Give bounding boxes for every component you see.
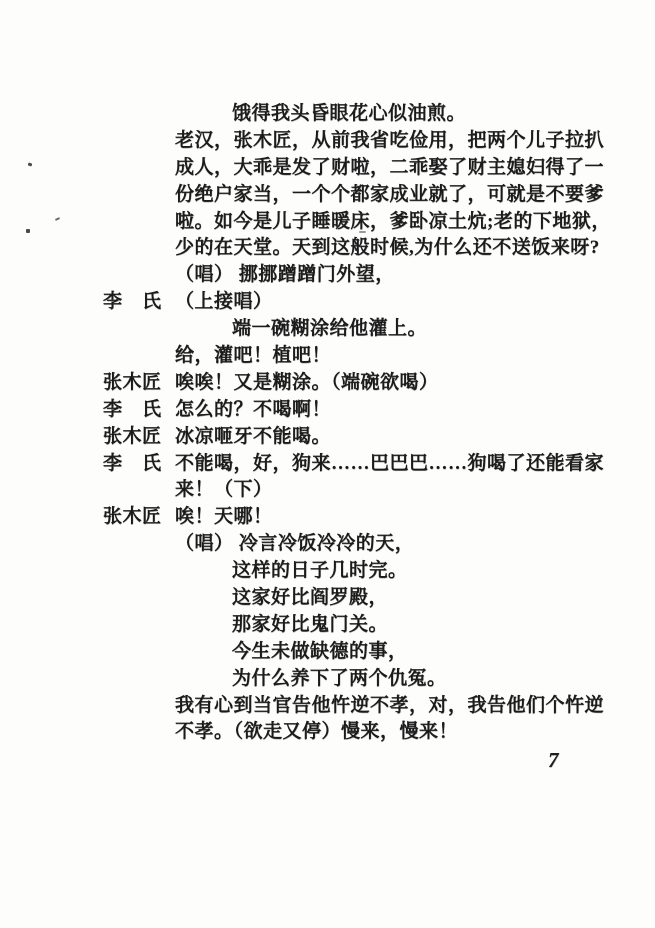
line-text: 不能喝，好，狗来……巴巴巴……狗喝了还能看家 (175, 452, 605, 474)
script-line (103, 370, 623, 397)
line-text: 唉唉！又是糊涂。（端碗欲喝） (175, 371, 439, 393)
script-line (103, 101, 623, 128)
line-text: 成人，大乖是发了财啦，二乖娶了财主媳妇得了一 (175, 156, 605, 178)
script-line (103, 585, 623, 612)
line-text: 这家好比阎罗殿， (232, 587, 389, 609)
script-line (103, 477, 623, 504)
script-line (103, 343, 623, 370)
script-line (103, 235, 623, 262)
line-text: 饿得我头昏眼花心似油煎。 (232, 103, 467, 124)
script-line (103, 397, 623, 424)
script-line (103, 693, 623, 720)
script-line (103, 182, 623, 209)
line-text: 给，灌吧！植吧！ (175, 345, 332, 367)
line-text: 份绝户家当，一个个都家成业就了，可就是不要爹 (175, 183, 605, 205)
speaker-name: 张木匠 (103, 425, 162, 447)
line-text: 为什么养下了两个仇冤。 (232, 667, 447, 689)
script-line (103, 316, 623, 343)
line-text: 来！（下） (175, 479, 273, 501)
page-number: 7 (548, 748, 559, 772)
speaker-name: 李 氏 (103, 452, 162, 474)
speaker-name: 张木匠 (103, 506, 162, 528)
script-line (103, 209, 623, 236)
script-line (103, 719, 623, 746)
line-text: 怎么的？不喝啊！ (175, 398, 332, 420)
script-line (103, 558, 623, 585)
scan-speck (26, 229, 30, 233)
line-text: （唱） 冷言冷饭冷冷的天， (175, 533, 415, 555)
line-text: 今生未做缺德的事， (232, 640, 408, 662)
script-line (103, 504, 623, 531)
speaker-name: 李 氏 (103, 398, 162, 420)
line-text: 这样的日子几时完。 (232, 560, 408, 582)
line-text: 我有心到当官告他忤逆不孝，对，我告他们个忤逆 (175, 694, 605, 716)
scan-speck (28, 162, 33, 166)
line-text: 冰凉咂牙不能喝。 (175, 425, 332, 447)
line-text: 那家好比鬼门关。 (232, 613, 389, 635)
script-line (103, 155, 623, 182)
script-line (103, 451, 623, 478)
scan-speck (55, 217, 60, 221)
line-text: 唉！天哪！ (175, 506, 273, 528)
script-line (103, 639, 623, 666)
line-text: 不孝。（欲走又停）慢来，慢来！ (175, 721, 459, 743)
script-line (103, 612, 623, 639)
script-text-block (103, 101, 623, 746)
line-text: 端一碗糊涂给他灌上。 (232, 318, 428, 340)
speaker-name: 张木匠 (103, 371, 162, 393)
line-text: （上接唱） (175, 291, 273, 313)
line-text: （唱） 挪挪蹭蹭门外望， (175, 264, 395, 286)
script-line (103, 262, 623, 289)
script-line (103, 424, 623, 451)
script-line (103, 289, 623, 316)
line-text: 老汉，张木匠，从前我省吃俭用，把两个儿子拉扒 (175, 129, 605, 151)
script-line (103, 666, 623, 693)
script-line (103, 531, 623, 558)
line-text: 少的在天堂。天到这般时候,为什么还不送饭来呀? (175, 237, 600, 259)
line-text: 啦。如今是儿子睡暖床，爹卧凉土炕;老的下地狱， (175, 210, 611, 232)
speaker-name: 李 氏 (103, 291, 162, 313)
script-line (103, 128, 623, 155)
